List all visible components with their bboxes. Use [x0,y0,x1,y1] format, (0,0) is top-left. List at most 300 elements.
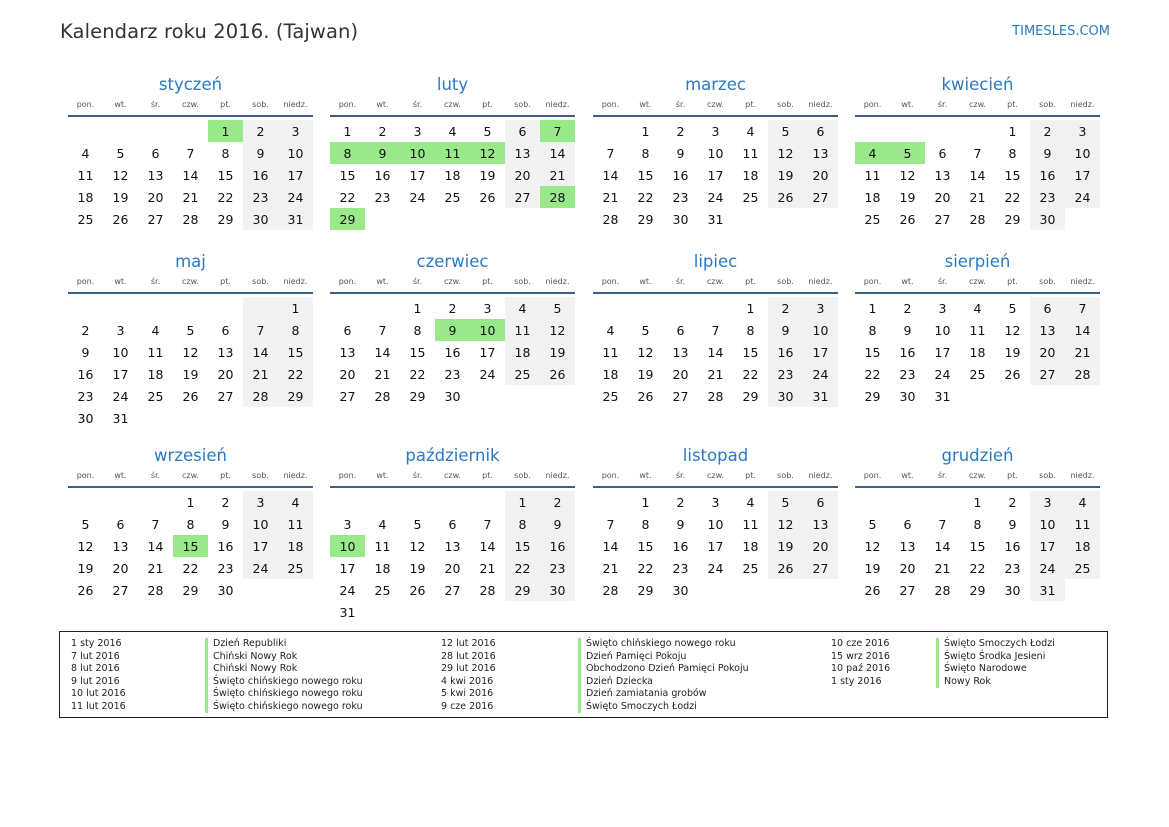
empty-cell [995,385,1030,407]
holiday-day: 11 [435,142,470,164]
empty-cell [505,208,540,230]
day-cell: 13 [803,513,838,535]
day-cell: 19 [409,560,426,576]
legend-dates-col-3 [831,638,890,688]
day-cell: 5 [81,516,90,532]
weekday-label: niedz. [283,471,308,480]
empty-cell [138,297,173,319]
day-cell: 1 [868,300,877,316]
days-grid [593,120,838,230]
day-cell: 21 [147,560,164,576]
day-cell: 26 [479,189,496,205]
weekday-label: czw. [707,277,724,286]
weekday-label: pon. [338,100,357,109]
weekday-label: pon. [863,100,882,109]
legend-holiday-name: Nowy Rok [936,676,1055,689]
empty-cell [173,120,208,142]
day-cell: 2 [243,120,278,142]
day-cell: 4 [973,300,982,316]
day-cell: 24 [339,582,356,598]
day-cell: 31 [803,385,838,407]
empty-cell [68,491,103,513]
empty-cell [470,208,505,230]
weekday-header [855,274,1100,290]
day-cell: 11 [864,167,881,183]
day-cell: 19 [77,560,94,576]
day-cell: 20 [112,560,129,576]
weekday-label: pon. [76,100,95,109]
month-calendar [593,74,838,230]
empty-cell [698,579,733,601]
legend-date: 4 kwi 2016 [441,675,494,687]
weekday-label: pt. [1007,471,1018,480]
day-cell: 10 [278,142,313,164]
day-cell: 20 [444,560,461,576]
day-cell: 7 [483,516,492,532]
day-cell: 1 [641,494,650,510]
day-cell: 18 [505,341,540,363]
day-cell: 12 [637,344,654,360]
day-cell: 3 [1030,491,1065,513]
day-cell: 27 [112,582,129,598]
weekday-label: pon. [601,277,620,286]
day-cell: 6 [1030,297,1065,319]
empty-cell [540,601,575,623]
day-cell: 23 [672,189,689,205]
weekday-label: śr. [150,100,161,109]
day-cell: 15 [742,344,759,360]
day-cell: 14 [147,538,164,554]
holiday-day: 15 [173,535,208,557]
day-cell: 12 [1004,322,1021,338]
legend-holiday-name: Dzień Pamięci Pokoju [578,651,749,664]
days-grid [855,297,1100,407]
holiday-day: 5 [890,142,925,164]
weekday-label: sob. [252,100,269,109]
empty-cell [803,208,838,230]
empty-cell [173,407,208,429]
day-cell: 14 [969,167,986,183]
empty-cell [470,601,505,623]
day-cell: 30 [540,579,575,601]
weekday-label: sob. [1039,100,1056,109]
day-cell: 7 [151,516,160,532]
legend-names-col-3 [936,638,1055,688]
brand-link[interactable]: TIMESLES.COM [1012,24,1110,39]
day-cell: 2 [676,494,685,510]
day-cell: 19 [540,341,575,363]
day-cell: 13 [672,344,689,360]
day-cell: 16 [1030,164,1065,186]
empty-cell [470,491,505,513]
legend-holiday-name: Święto chińskiego nowego roku [205,701,363,714]
day-cell: 21 [243,363,278,385]
day-cell: 20 [217,366,234,382]
empty-cell [593,491,628,513]
day-cell: 31 [1030,579,1065,601]
day-cell: 6 [903,516,912,532]
legend-date: 1 sty 2016 [831,675,882,687]
day-cell: 5 [413,516,422,532]
day-cell: 29 [864,388,881,404]
day-cell: 16 [768,341,803,363]
holiday-day: 10 [330,535,365,557]
day-cell: 27 [505,186,540,208]
day-cell: 5 [641,322,650,338]
day-cell: 29 [1004,211,1021,227]
day-cell: 30 [243,208,278,230]
weekday-label: wt. [114,100,127,109]
day-cell: 18 [742,167,759,183]
holiday-day: 10 [400,142,435,164]
day-cell: 17 [707,167,724,183]
day-cell: 2 [1008,494,1017,510]
weekday-label: wt. [901,100,914,109]
weekday-label: niedz. [545,277,570,286]
day-cell: 21 [540,164,575,186]
day-cell: 3 [483,300,492,316]
day-cell: 23 [768,363,803,385]
day-cell: 30 [1004,582,1021,598]
day-cell: 7 [973,145,982,161]
weekday-label: czw. [707,100,724,109]
empty-cell [803,579,838,601]
day-cell: 23 [217,560,234,576]
day-cell: 16 [899,344,916,360]
header-rule [330,115,575,117]
day-cell: 30 [77,410,94,426]
holiday-day: 9 [365,142,400,164]
day-cell: 24 [243,557,278,579]
day-cell: 5 [1008,300,1017,316]
day-cell: 19 [864,560,881,576]
weekday-header [855,468,1100,484]
day-cell: 14 [479,538,496,554]
weekday-label: śr. [937,100,948,109]
legend-date: 10 lut 2016 [71,688,126,699]
legend-date: 12 lut 2016 [441,638,496,649]
day-cell: 10 [112,344,129,360]
day-cell: 26 [637,388,654,404]
empty-cell [505,385,540,407]
empty-cell [365,601,400,623]
legend-date: 9 cze 2016 [441,700,494,712]
empty-cell [855,120,890,142]
header-rule [855,292,1100,294]
day-cell: 5 [116,145,125,161]
day-cell: 7 [711,322,720,338]
empty-cell [103,491,138,513]
weekday-label: pon. [338,277,357,286]
month-calendar [855,251,1100,407]
legend-dates-col-2 [441,638,496,713]
day-cell: 23 [672,560,689,576]
day-cell: 7 [606,516,615,532]
day-cell: 25 [969,366,986,382]
day-cell: 9 [81,344,90,360]
weekday-label: niedz. [808,277,833,286]
header-rule [593,115,838,117]
day-cell: 22 [864,366,881,382]
day-cell: 29 [637,211,654,227]
day-cell: 6 [221,322,230,338]
holiday-day: 7 [540,120,575,142]
legend-holiday-name: Święto chińskiego nowego roku [205,676,363,689]
weekday-label: wt. [639,100,652,109]
day-cell: 24 [409,189,426,205]
weekday-label: sob. [514,277,531,286]
day-cell: 7 [938,516,947,532]
legend-names-col-2 [578,638,749,713]
day-cell: 18 [602,366,619,382]
day-cell: 13 [147,167,164,183]
day-cell: 9 [903,322,912,338]
legend-date: 5 kwi 2016 [441,688,494,699]
empty-cell [173,297,208,319]
day-cell: 24 [479,366,496,382]
day-cell: 28 [602,211,619,227]
day-cell: 7 [186,145,195,161]
empty-cell [663,297,698,319]
empty-cell [138,120,173,142]
day-cell: 25 [1065,557,1100,579]
day-cell: 25 [444,189,461,205]
holiday-day: 12 [470,142,505,164]
month-name: maj [175,252,206,271]
weekday-label: śr. [937,471,948,480]
day-cell: 9 [243,142,278,164]
day-cell: 22 [339,189,356,205]
day-cell: 3 [116,322,125,338]
day-cell: 4 [378,516,387,532]
day-cell: 17 [112,366,129,382]
day-cell: 8 [868,322,877,338]
day-cell: 5 [868,516,877,532]
day-cell: 28 [969,211,986,227]
weekday-label: śr. [675,471,686,480]
day-cell: 18 [147,366,164,382]
weekday-label: pt. [1007,277,1018,286]
weekday-label: niedz. [283,277,308,286]
day-cell: 25 [742,560,759,576]
day-cell: 11 [278,513,313,535]
day-cell: 2 [221,494,230,510]
empty-cell [733,579,768,601]
month-calendar [855,445,1100,601]
day-cell: 17 [243,535,278,557]
day-cell: 25 [374,582,391,598]
days-grid [855,491,1100,601]
weekday-label: pon. [338,471,357,480]
empty-cell [698,297,733,319]
day-cell: 7 [1065,297,1100,319]
day-cell: 16 [672,538,689,554]
weekday-label: śr. [412,277,423,286]
day-cell: 23 [77,388,94,404]
holiday-day: 8 [330,142,365,164]
day-cell: 20 [339,366,356,382]
legend-date: 28 lut 2016 [441,650,496,662]
day-cell: 3 [803,297,838,319]
day-cell: 22 [217,189,234,205]
day-cell: 16 [243,164,278,186]
empty-cell [365,297,400,319]
legend-names-col-1 [205,638,363,713]
weekday-label: wt. [114,277,127,286]
weekday-label: pon. [863,277,882,286]
day-cell: 11 [147,344,164,360]
day-cell: 20 [672,366,689,382]
month-name: czerwiec [416,252,489,271]
weekday-label: wt. [901,277,914,286]
day-cell: 22 [182,560,199,576]
legend-date: 11 lut 2016 [71,700,126,712]
legend-holiday-name: Dzień Republiki [205,638,363,651]
day-cell: 28 [479,582,496,598]
day-cell: 3 [711,123,720,139]
empty-cell [733,208,768,230]
page-title: Kalendarz roku 2016. (Tajwan) [60,20,359,43]
day-cell: 14 [602,167,619,183]
month-calendar [855,74,1100,230]
day-cell: 22 [409,366,426,382]
day-cell: 2 [1030,120,1065,142]
empty-cell [1030,385,1065,407]
weekday-label: wt. [114,471,127,480]
day-cell: 29 [505,579,540,601]
weekday-label: pt. [745,471,756,480]
empty-cell [1065,579,1100,601]
weekday-label: niedz. [808,471,833,480]
day-cell: 13 [217,344,234,360]
day-cell: 27 [934,211,951,227]
day-cell: 1 [505,491,540,513]
day-cell: 8 [413,322,422,338]
weekday-label: pt. [220,471,231,480]
day-cell: 30 [768,385,803,407]
day-cell: 29 [278,385,313,407]
day-cell: 3 [413,123,422,139]
day-cell: 8 [641,145,650,161]
day-cell: 17 [707,538,724,554]
legend-holiday-name: Święto Narodowe [936,663,1055,676]
weekday-label: śr. [150,277,161,286]
day-cell: 24 [803,363,838,385]
day-cell: 23 [444,366,461,382]
header-rule [330,486,575,488]
month-calendar [68,445,313,601]
day-cell: 17 [278,164,313,186]
empty-cell [400,491,435,513]
day-cell: 26 [112,211,129,227]
day-cell: 16 [1004,538,1021,554]
day-cell: 19 [112,189,129,205]
legend-holiday-name: Obchodzono Dzień Pamięci Pokoju [578,663,749,676]
day-cell: 8 [746,322,755,338]
day-cell: 10 [707,516,724,532]
weekday-label: pt. [482,471,493,480]
weekday-label: pt. [482,100,493,109]
day-cell: 27 [672,388,689,404]
day-cell: 14 [374,344,391,360]
legend-holiday-name: Święto Smoczych Łodzi [936,638,1055,651]
weekday-label: sob. [1039,471,1056,480]
weekday-label: sob. [1039,277,1056,286]
day-cell: 12 [768,513,803,535]
day-cell: 17 [934,344,951,360]
empty-cell [400,208,435,230]
day-cell: 10 [934,322,951,338]
day-cell: 2 [378,123,387,139]
day-cell: 7 [606,145,615,161]
day-cell: 5 [186,322,195,338]
day-cell: 30 [444,388,461,404]
day-cell: 11 [742,516,759,532]
day-cell: 29 [742,388,759,404]
day-cell: 1 [413,300,422,316]
day-cell: 27 [339,388,356,404]
day-cell: 19 [768,164,803,186]
day-cell: 28 [243,385,278,407]
day-cell: 27 [1030,363,1065,385]
weekday-label: czw. [182,471,199,480]
day-cell: 15 [505,535,540,557]
legend-holiday-name: Święto Środka Jesieni [936,651,1055,664]
weekday-label: śr. [675,277,686,286]
day-cell: 15 [339,167,356,183]
day-cell: 26 [768,186,803,208]
empty-cell [435,601,470,623]
day-cell: 21 [602,560,619,576]
day-cell: 10 [243,513,278,535]
empty-cell [628,297,663,319]
day-cell: 24 [707,560,724,576]
holiday-day: 28 [540,186,575,208]
month-calendar [593,251,838,407]
weekday-header [593,97,838,113]
empty-cell [243,579,278,601]
day-cell: 28 [147,582,164,598]
days-grid [330,120,575,230]
empty-cell [925,120,960,142]
month-name: październik [405,446,500,465]
day-cell: 6 [676,322,685,338]
header-rule [68,115,313,117]
day-cell: 18 [969,344,986,360]
empty-cell [330,297,365,319]
days-grid [330,491,575,623]
weekday-label: wt. [376,277,389,286]
day-cell: 16 [672,167,689,183]
weekday-label: pon. [76,277,95,286]
weekday-label: wt. [639,471,652,480]
day-cell: 29 [637,582,654,598]
days-grid [68,491,313,601]
weekday-label: sob. [514,471,531,480]
legend-holiday-name: Dzień Dziecka [578,676,749,689]
day-cell: 8 [505,513,540,535]
day-cell: 27 [217,388,234,404]
day-cell: 5 [768,120,803,142]
day-cell: 12 [864,538,881,554]
empty-cell [330,491,365,513]
month-calendar [330,445,575,623]
day-cell: 18 [864,189,881,205]
day-cell: 20 [803,535,838,557]
days-grid [68,120,313,230]
empty-cell [365,491,400,513]
weekday-label: śr. [937,277,948,286]
